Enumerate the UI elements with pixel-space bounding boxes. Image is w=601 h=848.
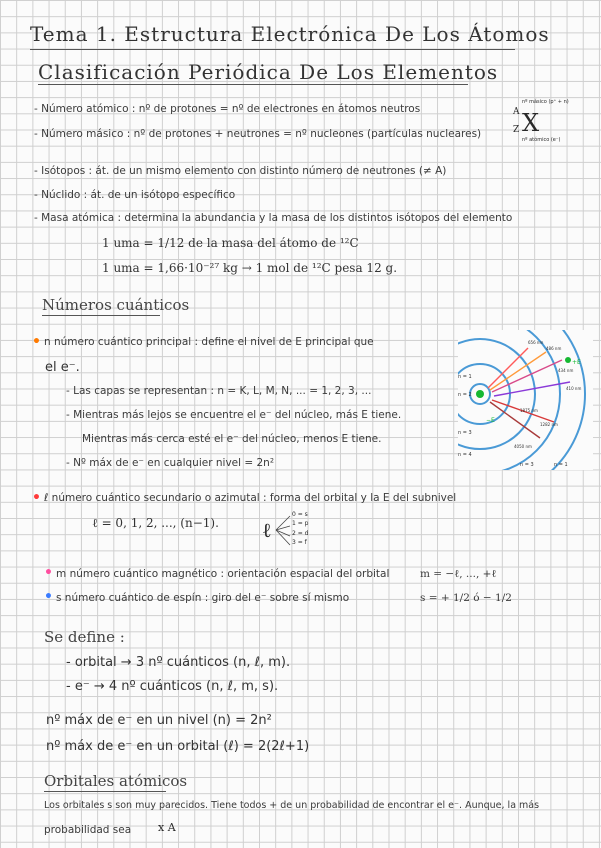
line-label-0: 656 nm (528, 340, 544, 345)
bottom-label-1: n = 1 (554, 462, 568, 468)
notation-mass-label: nº másico (p⁺ + n) (522, 99, 569, 105)
n-sub-3: Mientras más cerca esté el e⁻ del núcleo, menos E tiene. (82, 433, 382, 445)
electron (565, 357, 571, 363)
quantum-heading: Números cuánticos (42, 296, 190, 314)
n-line-1b: el e⁻. (45, 360, 80, 375)
l-symbol: ℓ (262, 518, 272, 542)
title-line-2: Clasificación Periódica De Los Elementos (38, 60, 499, 84)
notation-X: X (522, 109, 540, 137)
l-branch-1: 1 = p (292, 520, 309, 527)
l-line-2: ℓ = 0, 1, 2, ..., (n−1). (92, 516, 219, 530)
def-atomic-mass: - Masa atómica : determina la abundancia y la masa de los distintos isótopos del elemento (34, 212, 513, 224)
quantum-heading-underline (42, 315, 160, 316)
amu-line-2: 1 uma = 1,66·10⁻²⁷ kg → 1 mol de ¹²C pesa 12 g. (102, 261, 398, 275)
m-line: m número cuántico magnético : orientación espacial del orbital (56, 568, 390, 580)
line-label-2: 434 nm (558, 368, 574, 373)
defines-max-level: nº máx de e⁻ en un nivel (n) = 2n² (46, 713, 272, 728)
n-sub-1: - Las capas se representan : n = K, L, M, N, ... = 1, 2, 3, ... (66, 385, 372, 397)
bullet-red: • (32, 490, 41, 506)
def-isotopes: - Isótopos : át. de un mismo elemento con distinto número de neutrones (≠ A) (34, 165, 447, 177)
amu-line-1: 1 uma = 1/12 de la masa del átomo de ¹²C (102, 236, 359, 250)
l-branch-0: 0 = s (292, 511, 308, 518)
m-range: m = −ℓ, ..., +ℓ (420, 568, 497, 580)
def-nuclide: - Núclido : át. de un isótopo específico (34, 189, 236, 201)
defines-orbital: - orbital → 3 nº cuánticos (n, ℓ, m). (66, 655, 291, 670)
notation-Z: Z (513, 125, 520, 135)
notation-A: A (513, 107, 520, 117)
bullet-orange: • (32, 334, 41, 350)
level-4: n = 4 (458, 452, 472, 458)
line-label-4: 1875 nm (520, 408, 538, 413)
orbitals-line-1: Los orbitales s son muy parecidos. Tiene todos + de un probabilidad de encontrar el e⁻. Aunque, la más (44, 800, 540, 811)
title-underline-2 (38, 84, 468, 85)
orbitals-line-2-symbol: x A (158, 821, 176, 834)
line-label-1: 486 nm (546, 346, 562, 351)
l-line-1: ℓ número cuántico secundario o azimutal : forma del orbital y la E del subnivel (44, 492, 457, 504)
line-label-3: 410 nm (566, 386, 582, 391)
s-line: s número cuántico de espín : giro del e⁻ sobre sí mismo (56, 592, 350, 604)
orbitals-heading-underline (44, 791, 166, 792)
n-line-1: n número cuántico principal : define el nivel de E principal que (44, 336, 374, 348)
l-branch-2: 2 = d (292, 530, 309, 537)
plus-label: +E (572, 359, 581, 366)
n-sub-4: - Nº máx de e⁻ en cualquier nivel = 2n² (66, 457, 275, 469)
title-underline-1 (30, 49, 515, 50)
orbitals-heading: Orbitales atómicos (44, 772, 188, 790)
defines-heading: Se define : (44, 628, 125, 646)
level-1: n = 1 (458, 374, 472, 380)
level-2: n = 2 (458, 392, 472, 398)
title-line-1: Tema 1. Estructura Electrónica De Los Átomos (30, 22, 550, 46)
l-branch-3: 3 = f (292, 539, 307, 546)
defines-electron: - e⁻ → 4 nº cuánticos (n, ℓ, m, s). (66, 679, 279, 694)
l-branches (274, 512, 292, 548)
def-atomic-number: - Número atómico : nº de protones = nº de electrones en átomos neutros (34, 103, 421, 115)
line-label-6: 4050 nm (514, 444, 532, 449)
def-mass-number: - Número másico : nº de protones + neutrones = nº nucleones (partículas nucleares) (34, 128, 482, 140)
bottom-label-0: n = 3 (520, 462, 534, 468)
bullet-blue: • (44, 589, 53, 605)
nucleus (476, 390, 484, 398)
bohr-diagram (458, 330, 593, 470)
line-label-5: 1282 nm (540, 422, 558, 427)
s-values: s = + 1/2 ó − 1/2 (420, 592, 512, 604)
defines-max-orbital: nº máx de e⁻ en un orbital (ℓ) = 2(2ℓ+1) (46, 739, 310, 754)
n-sub-2: - Mientras más lejos se encuentre el e⁻ del núcleo, más E tiene. (66, 409, 402, 421)
minus-label: −E (486, 417, 495, 424)
bullet-pink: • (44, 565, 53, 581)
orbitals-line-2: probabilidad sea (44, 824, 132, 836)
level-3: n = 3 (458, 430, 472, 436)
notation-atomic-label: nº atómico (e⁻) (522, 137, 561, 143)
